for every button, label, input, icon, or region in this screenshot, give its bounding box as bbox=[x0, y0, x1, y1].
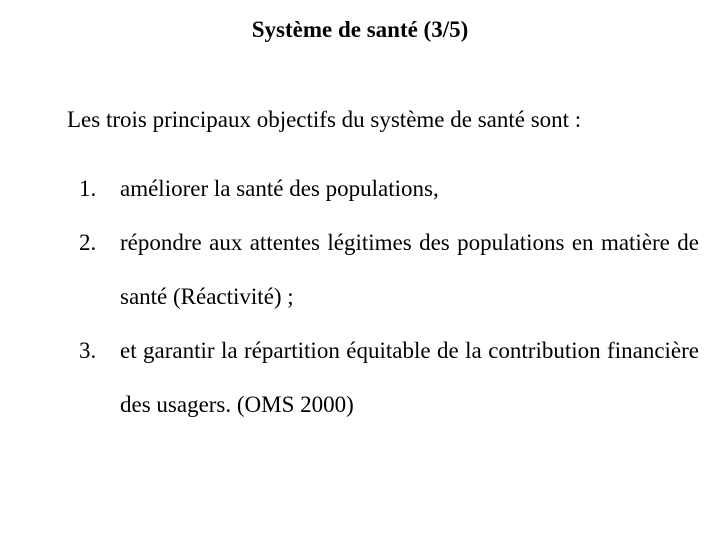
objective-number-2: 2. bbox=[79, 230, 97, 255]
objective-item-3 bbox=[79, 324, 699, 432]
objective-text-1: améliorer la santé des populations, bbox=[120, 176, 439, 201]
objective-number-3: 3. bbox=[79, 338, 97, 363]
objective-item-2 bbox=[79, 216, 699, 324]
intro-text: Les trois principaux objectifs du système de santé sont : bbox=[67, 107, 582, 132]
objectives-list bbox=[79, 162, 699, 432]
objective-text-3: et garantir la répartition équitable de la contribution financière des usagers. (OMS 2000) bbox=[120, 338, 699, 417]
slide-title: Système de santé (3/5) bbox=[251, 17, 469, 42]
objective-text-2: répondre aux attentes légitimes des populations en matière de santé (Réactivité) ; bbox=[120, 230, 699, 309]
objective-number-1: 1. bbox=[79, 176, 97, 201]
objective-item-1 bbox=[79, 162, 699, 216]
